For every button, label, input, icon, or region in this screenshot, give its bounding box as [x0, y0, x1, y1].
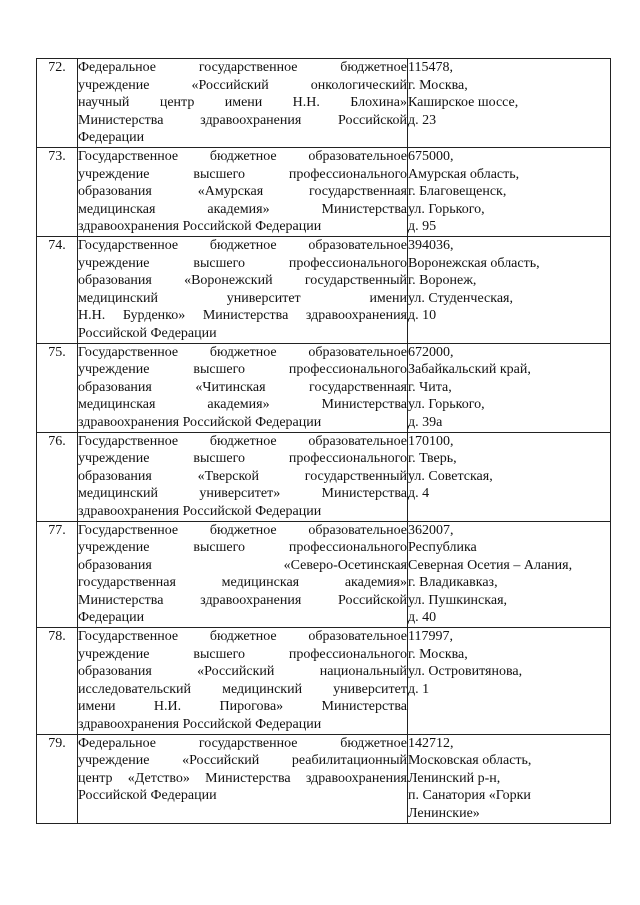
address-line: 115478,: [408, 60, 453, 75]
address-line: ул. Горького,: [408, 201, 485, 217]
institution-name-line: медицинский университет» Министерства: [78, 486, 407, 502]
institution-name-line: государственная медицинская академия»: [78, 575, 407, 591]
institution-name-line: центр «Детство» Министерства здравоохранения: [78, 770, 407, 786]
address-line: г. Москва,: [408, 77, 468, 93]
institution-name-line: Министерства здравоохранения Российской: [78, 592, 407, 608]
institution-name-line: медицинский университет имени: [78, 290, 407, 306]
institution-name-line: Российской Федерации: [78, 325, 217, 341]
institution-name-line: учреждение высшего профессионального: [78, 362, 407, 378]
address-line: п. Санатория «Горки: [408, 788, 531, 804]
address-line: д. 23: [408, 112, 437, 128]
institution-name: [78, 343, 408, 432]
institution-name-line: Государственное бюджетное образовательное: [78, 433, 407, 449]
address-line: ул. Советская,: [408, 468, 493, 484]
institution-name-line: здравоохранения Российской Федерации: [78, 503, 322, 519]
address-line: 117997,: [408, 629, 453, 645]
address-line: г. Благовещенск,: [408, 184, 507, 200]
institution-name-line: Государственное бюджетное образовательное: [78, 149, 407, 164]
institution-name-line: учреждение высшего профессионального: [78, 451, 407, 467]
row-number: 78.: [37, 628, 78, 735]
address-line: ул. Островитянова,: [408, 664, 523, 680]
institution-name-line: Государственное бюджетное образовательное: [78, 344, 407, 360]
institution-address: [408, 236, 611, 343]
institution-name-line: здравоохранения Российской Федерации: [78, 414, 322, 430]
institution-name-line: здравоохранения Российской Федерации: [78, 717, 322, 733]
address-line: д. 10: [408, 308, 437, 324]
table-row: [37, 343, 611, 432]
address-line: Амурская область,: [408, 166, 520, 182]
institution-name-line: Российской Федерации: [78, 788, 217, 804]
address-line: д. 40: [408, 610, 437, 626]
institution-name: [78, 59, 408, 148]
institution-name-line: Государственное бюджетное образовательное: [78, 629, 407, 645]
address-line: г. Чита,: [408, 379, 452, 395]
institutions-table: [36, 58, 611, 824]
institution-name: [78, 236, 408, 343]
institution-name-line: Федерации: [78, 130, 145, 146]
institution-name-line: образования «Северо-Осетинская: [78, 557, 407, 573]
address-line: Воронежская область,: [408, 255, 540, 271]
institution-address: [408, 521, 611, 628]
address-line: Каширское шоссе,: [408, 95, 519, 111]
address-line: ул. Горького,: [408, 397, 485, 413]
institution-name-line: Государственное бюджетное образовательное: [78, 522, 407, 538]
row-number: 77.: [37, 521, 78, 628]
address-line: д. 39а: [408, 414, 443, 430]
address-line: ул. Пушкинская,: [408, 592, 508, 608]
address-line: г. Тверь,: [408, 451, 457, 467]
institution-address: [408, 734, 611, 823]
address-line: г. Воронеж,: [408, 273, 477, 289]
institution-name-line: Федерации: [78, 610, 145, 626]
address-line: Ленинские»: [408, 806, 480, 821]
institution-name: [78, 734, 408, 823]
table-row: [37, 236, 611, 343]
table-row: [37, 59, 611, 148]
address-line: Северная Осетия – Алания,: [408, 557, 573, 573]
address-line: Ленинский р-н,: [408, 770, 501, 786]
institution-name-line: здравоохранения Российской Федерации: [78, 219, 322, 235]
institution-name-line: научный центр имени Н.Н. Блохина»: [78, 95, 407, 111]
address-line: 672000,: [408, 344, 454, 360]
row-number: 72.: [37, 59, 78, 148]
institution-address: [408, 343, 611, 432]
row-number: 74.: [37, 236, 78, 343]
institution-name-line: Государственное бюджетное образовательное: [78, 237, 407, 253]
address-line: г. Владикавказ,: [408, 575, 498, 591]
institution-name-line: Федеральное государственное бюджетное: [78, 735, 407, 751]
address-line: ул. Студенческая,: [408, 290, 513, 306]
table-row: [37, 734, 611, 823]
row-number: 76.: [37, 432, 78, 521]
institution-name-line: образования «Читинская государственная: [78, 379, 407, 395]
institution-name-line: имени Н.И. Пирогова» Министерства: [78, 699, 407, 715]
address-line: Республика: [408, 540, 477, 556]
address-line: 362007,: [408, 522, 454, 538]
institution-name-line: учреждение высшего профессионального: [78, 540, 407, 556]
institution-name-line: учреждение «Российский онкологический: [78, 77, 407, 93]
institution-address: [408, 628, 611, 735]
address-line: 142712,: [408, 735, 454, 751]
institution-name-line: учреждение высшего профессионального: [78, 166, 407, 182]
address-line: д. 95: [408, 219, 437, 235]
institution-address: [408, 59, 611, 148]
institution-name: [78, 628, 408, 735]
address-line: 170100,: [408, 433, 454, 449]
institution-name-line: образования «Тверской государственный: [78, 468, 407, 484]
institution-name-line: медицинская академия» Министерства: [78, 201, 407, 217]
row-number: 79.: [37, 734, 78, 823]
address-line: 675000,: [408, 149, 454, 164]
institution-name-line: учреждение «Российский реабилитационный: [78, 753, 407, 769]
row-number: 75.: [37, 343, 78, 432]
institution-address: [408, 432, 611, 521]
institution-name-line: Министерства здравоохранения Российской: [78, 112, 407, 128]
table-row: [37, 628, 611, 735]
institution-name-line: учреждение высшего профессионального: [78, 255, 407, 271]
institution-address: [408, 148, 611, 237]
institution-name-line: образования «Воронежский государственный: [78, 273, 407, 289]
address-line: г. Москва,: [408, 646, 468, 662]
institution-name-line: образования «Российский национальный: [78, 664, 407, 680]
institution-name-line: Н.Н. Бурденко» Министерства здравоохранения: [78, 308, 407, 324]
row-number: 73.: [37, 148, 78, 237]
address-line: Забайкальский край,: [408, 362, 531, 378]
table-row: [37, 521, 611, 628]
institution-name-line: Федеральное государственное бюджетное: [78, 60, 407, 75]
address-line: Московская область,: [408, 753, 532, 769]
institution-name: [78, 432, 408, 521]
address-line: д. 4: [408, 486, 430, 502]
institution-name-line: медицинская академия» Министерства: [78, 397, 407, 413]
institution-name: [78, 148, 408, 237]
institution-name: [78, 521, 408, 628]
institution-name-line: исследовательский медицинский университет: [78, 681, 407, 697]
table-row: [37, 148, 611, 237]
institution-name-line: учреждение высшего профессионального: [78, 646, 407, 662]
table-row: [37, 432, 611, 521]
table-body: [37, 59, 611, 824]
address-line: д. 1: [408, 681, 430, 697]
institution-name-line: образования «Амурская государственная: [78, 184, 407, 200]
address-line: 394036,: [408, 237, 454, 253]
